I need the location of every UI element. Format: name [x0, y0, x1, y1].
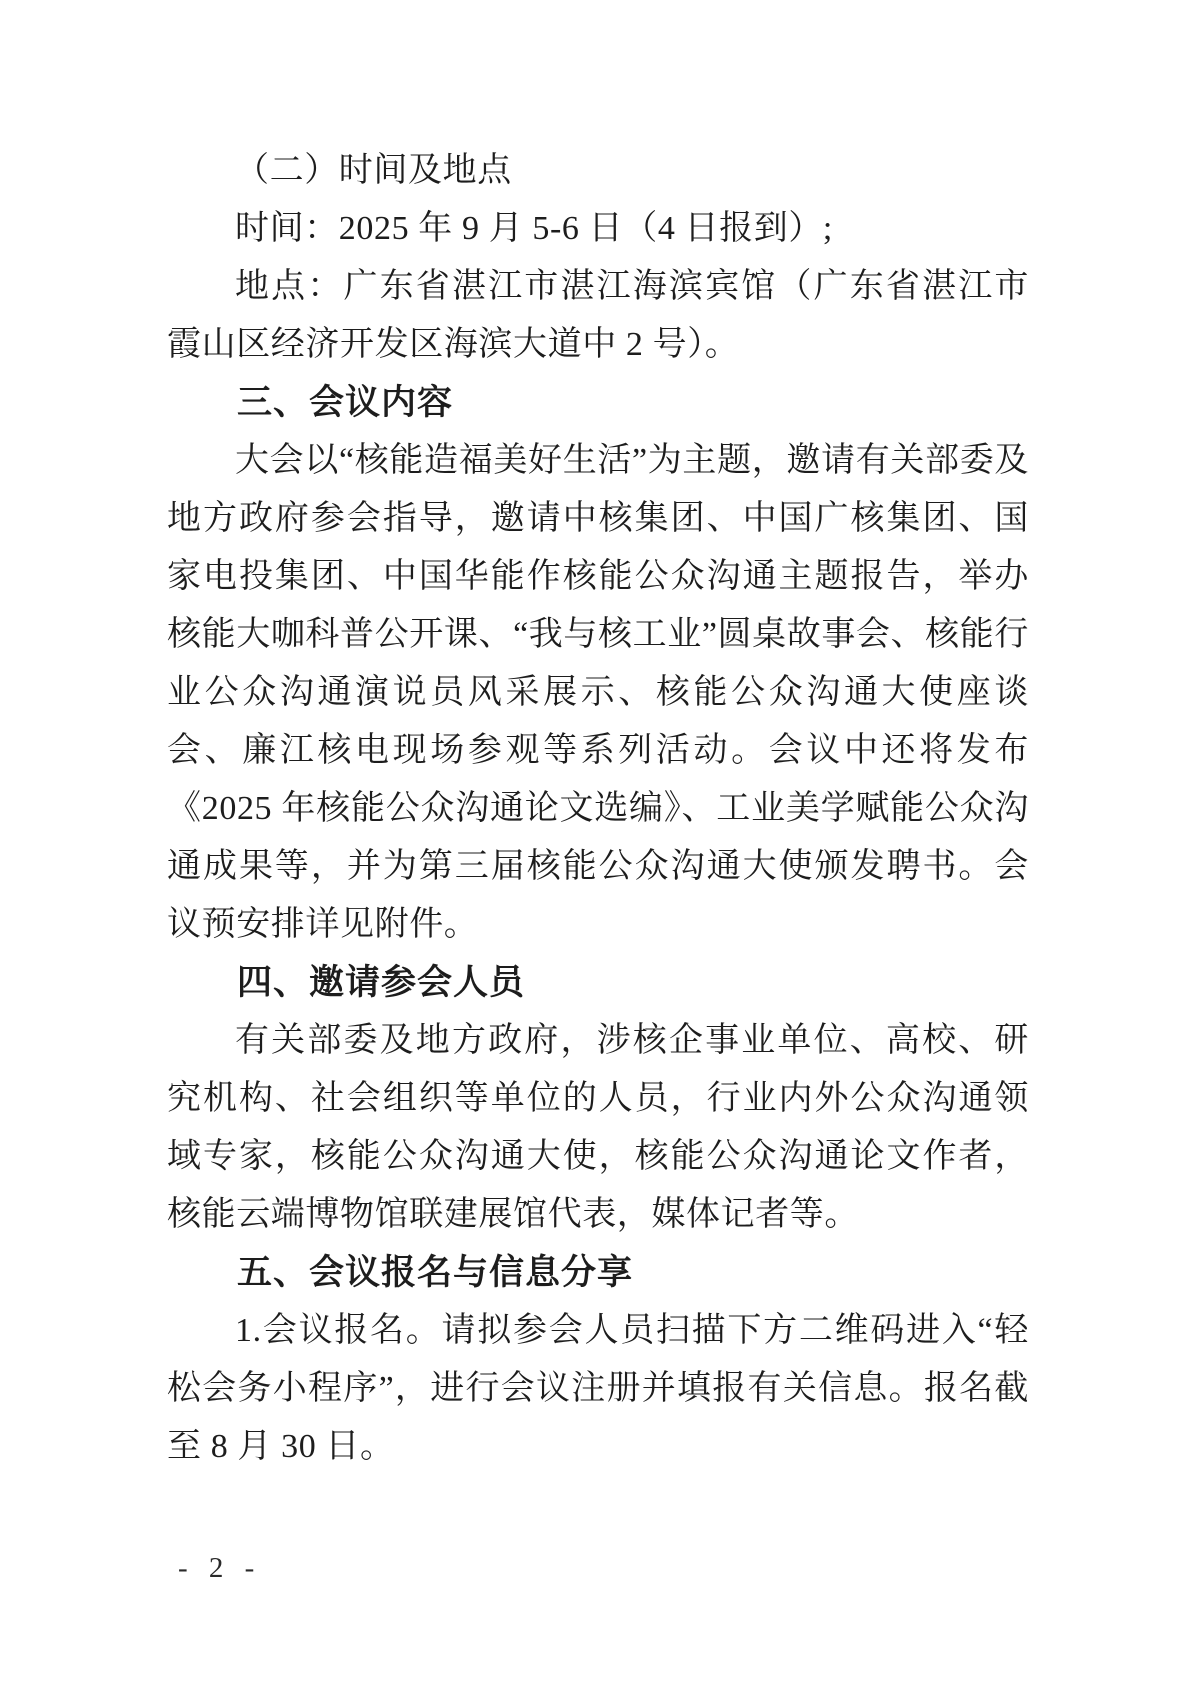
- section-heading-agenda: 三、会议内容: [237, 383, 454, 422]
- location-line: 地点：广东省湛江市湛江海滨宾馆（广东省湛江市霞山区经济开发区海滨大道中 2 号）。: [167, 268, 1029, 363]
- agenda-paragraph: 大会以“核能造福美好生活”为主题，邀请有关部委及地方政府参会指导，邀请中核集团、中国广核集团、国家电投集团、中国华能作核能公众沟通主题报告，举办核能大咖科普公开课、“我与核工业”圆桌故事会、核能行业公众沟通演说员风采展示、核能公众沟通大使座谈会、廉江核电现场参观等系列活动。会议中还将发布《2025 年核能公众沟通论文选编》、工业美学赋能公众沟通成果等，并为第三届核能公众沟通大使颁发聘书。会议预安排详见附件。: [167, 442, 1029, 943]
- section-heading-attendees: 四、邀请参会人员: [237, 963, 526, 1002]
- page-number: - 2 -: [178, 1552, 262, 1584]
- section-heading-registration: 五、会议报名与信息分享: [237, 1253, 634, 1292]
- document-body: [167, 142, 1029, 1476]
- registration-item-1: 1.会议报名。请拟参会人员扫描下方二维码进入“轻松会务小程序”，进行会议注册并填报有关信息。报名截至 8 月 30 日。: [167, 1312, 1029, 1465]
- time-line: 时间：2025 年 9 月 5-6 日（4 日报到）;: [235, 210, 833, 247]
- subsection-heading-time-and-location: （二）时间及地点: [235, 152, 512, 189]
- attendees-paragraph: 有关部委及地方政府，涉核企事业单位、高校、研究机构、社会组织等单位的人员，行业内外公众沟通领域专家，核能公众沟通大使，核能公众沟通论文作者，核能云端博物馆联建展馆代表，媒体记者等。: [167, 1022, 1029, 1233]
